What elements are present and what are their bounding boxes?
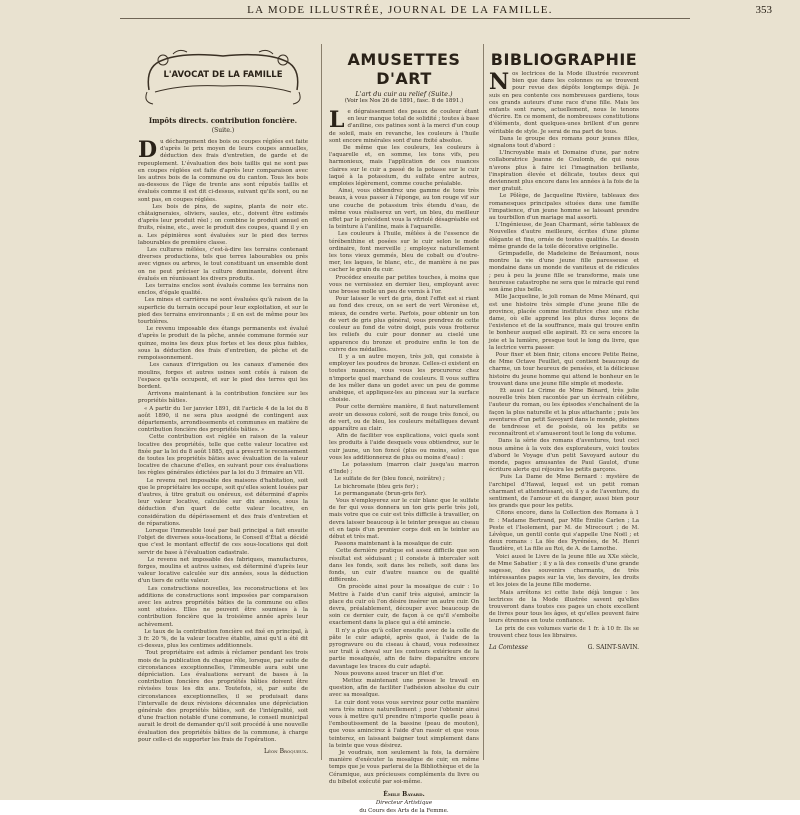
journal-title: LA MODE ILLUSTRÉE, JOURNAL DE LA FAMILLE.: [247, 4, 553, 16]
section-title: L'AVOCAT DE LA FAMILLE: [163, 70, 283, 80]
author-organization: du Cours des Arts de la Femme.: [359, 808, 449, 815]
left-column: [138, 46, 308, 760]
author-signature: [489, 644, 639, 651]
subtitle-note: (Suite.): [211, 127, 235, 134]
article-body: [329, 109, 479, 786]
column-divider: [321, 44, 322, 760]
reference-note: (Voir les Nos 26 de 1891, fasc. 8 de 1891.): [344, 98, 464, 104]
column-divider: [483, 44, 484, 760]
article-headline: BIBLIOGRAPHIE: [490, 50, 638, 69]
signature-label: La Comtesse: [489, 644, 529, 652]
author-signature: [329, 791, 479, 815]
author-role: Directeur Artistique: [375, 800, 433, 807]
decorative-banner: [143, 46, 303, 110]
article-subtitle: [138, 116, 308, 134]
subtitle-text: Impôts directs. contribution foncière.: [148, 116, 298, 125]
drop-cap: N: [489, 69, 510, 95]
right-column: [489, 46, 639, 760]
article-text: u déchargement des bois ou coupes réglées est faite d'après le prix moyen de leurs coupes annuelles, déduction des frais d'entretien, de garde et de repeuplement. L'évaluation des bois taillis qui ne sont pas en coupes réglées est faite d'après leur comparaison avec les autres bois de la commune ou du canton. Tous les bois au-dessous de l'âge de trente ans sont réputés taillis et évalués comme il est dit ci-dessus, suivant qu'ils sont, ou ne sont pas, en coupes réglées. Les bois de pins, de sapins, plants de noir etc. châtaigneraies, oliviers, saules, etc., doivent être estimés d'après leur produit réel ; on combine le produit annuel en fruits, résine, etc., avec le produit des coupes, quand il y en a. Les pépinières sont évaluées sur le pied des terres labourables de première classe. Les cultures mêlées, c'est-à-dire les terrains contenant diverses productions, tels que terres labourables ou prés avec vignes ou arbres, le tout constituant un ensemble dont on ne peut préciser la culture dominante, doivent être évalués en réunissant les divers produits. Les terrains enclos sont évalués comme les terrains non enclos, d'égale qualité. Les mines et carrières ne sont évaluées qu'à raison de la superficie du terrain occupé pour leur exploitation, et sur le pied des terrains environnants ; il en est de même pour les tourbières. Le revenu imposable des étangs permanents est évalué d'après le produit de la pêche, année commune formée sur quinze, moins les deux plus fortes et les deux plus faibles, sous la déduction des frais d'entretien, de pêche et de rempoissonnement. Les canaux d'irrigation ou les canaux d'amenée des moulins, forges et autres usines sont cotés à raison de l'espace qu'ils occupent, et sur le pied des terres qui les bordent. Arrivons maintenant à la contribution foncière sur les propriétés bâties. « A partir du 1er janvier 1891, dit l'article 4 de la loi du 8 août 1890, il ne sera plus assigné de contingent aux départements, arrondissements et communes en matière de contribution foncière des propriétés bâties. » Cette contribution est réglée en raison de la valeur locative des propriétés, telle que cette valeur locative est fixée par la loi du 8 août 1885, qui a prescrit le recensement de toutes les propriétés bâties avec évaluation de la valeur locative de chacune d'elles, en suivant pour ces évaluations les règles générales édictées par la loi du 3 frimaire an VII. Le revenu net imposable des maisons d'habitation, soit que le propriétaire les occupe, soit qu'elles soient louées par d'autres, à titre gratuit ou onéreux, est déterminé d'après leur valeur locative, calculée sur dix années, sous la déduction d'un quart de cette valeur locative, en considération du dépérissement et des frais d'entretien et de réparations. Lorsque l'immeuble loué par bail principal a fait ensuite l'objet de diverses sous-locations, le Conseil d'État a décidé que c'est le montant effectif de ces sous-locations qui doit servir de base à l'évaluation cadastrale. Le revenu net imposable des fabriques, manufactures, forges, moulins et autres usines, est déterminé d'après leur valeur locative calculée sur dix années, sous la déduction d'un tiers de cette valeur. Les constructions nouvelles, les reconstructions et les additions de constructions sont imposées par comparaison avec les autres propriétés bâties de la commune ou elles sont situées. Elles ne peuvent être soumises à la contribution foncière que la troisième année après leur achèvement. Le taux de la contribution foncière est fixé en principal, à 3 fr. 20 %, de la valeur locative établie, ainsi qu'il a été dit ci-dessus, plus les centimes additionnels. Tout propriétaire est admis à réclamer pendant les trois mois de la publication du chaque rôle, lorsque, par suite de circonstances exceptionnelles, l'immeuble aura subi une dépréciation. Les évaluations servant de bases à la contribution foncière des propriétés bâties doivent être révisées tous les dix ans. Toutefois, si, par suite de circonstances exceptionnelles, il se produisait dans l'intervalle de deux révisions décennales une dépréciation générale des propriétés bâties, soit de l'intégralité, soit d'une fraction notable d'une commune, le conseil municipal aurait le droit de demander qu'il soit procédé à une nouvelle évaluation des propriétés bâties de la commune, à charge pour celle-ci de supporter les frais de l'opération.: [138, 139, 309, 743]
author-signature: Léon Broqueux.: [264, 748, 308, 756]
article-text: os lectrices de la Mode illustrée recevront bien que dans les colonnes ou se trouvent pour revue des dépôts longtemps déjà. Je suis en peu contente ces nombreuses gardiens, tous ces grands auteurs d'une race d'une fille. Mais les enfants sont rares, actuellement, nous le tenons d'écrire. En ce moment, de nombreuses constitutions d'éléments, dont quelques-unes brillent d'un genre véritable de style. Je serai de ma part de tous. Dans le groupe des romans pour jeunes filles, signalons tout d'abord : L'Incroyable mais et Domaine d'une, par notre collaboratrice Jeanne de Coulomb, de qui nous n'avons plus à faire ici l'imagination brillante, l'inspiration élevée et délicate, toutes deux qui deviennent plus encore dans les années à la fois de la mer gratuit. Le Pôlège, de Jacqueline Rivière, tableaux des romanesques principales situées dans une famille l'impatience, d'un jeune homme se laissant prendre au tourbillon d'un mariage mal assorti. L'Ingénieuse, de Jean Charmant, série tableaux de Nouvelles d'autre meilleure, écrites d'une plume élégante et fine, ornée de toutes qualités. Le dessin même grande de la toile décorative originelle. Grimpadelle, de Madeleine de Bréaumont, nous montre la vie d'une jeune fille paresseuse et mondaine dans un monde de vaniteux et de ridicules ; peu à peu la jeune fille se transforme, mais une heureuse catastrophe ne sera que le miracle qui rend son âme plus belle. Mlle Jacqueline, le joli roman de Mme Ménard, qui est une histoire très simple d'une jeune fille de province, placée comme institutrice chez une riche dame, où elle apprend les plus dures leçons de l'existence et de la souffrance, mais qui trouve enfin le bonheur auquel elle aspirait. Et ce sera encore la joie et la lumière, presque tout le long du livre, que la lectrice verra passer. Pour fixer et bien finir, citons encore Petite Reine, de Mme Octave Feuillet, qui contient beaucoup de charme, un tour heureux de pensées, et la délicieuse histoire du jeune homme qui attend le bonheur en le trouvant dans une jeune fille simple et modeste. Et aussi Le Crime de Mme Bénard, très jolie nouvelle très bien racontée par un écrivain célèbre, l'auteur du roman, ou les épisodes s'enchaînent de la façon la plus naturelle et la plus attachante ; puis les aventures d'un petit Savoyard dans le monde, pleines de tendresse et de poésie, où les petits se reconnaîtront et s'amuseront tout le long du volume. Dans la série des romans d'aventures, tout ceci nous amène à la voix des explorateurs, voici toutes d'abord le Voyage d'un petit Savoyard autour du monde, pages amusantes de Paul Gaulot, d'une écriture alerte qui réjouira les petits garçons. Puis La Dame de Mme Bernard : mystère de l'archipel d'Hawaï, lequel est un petit roman charmant et attendrissant, où il y a de l'aventure, du sentiment, de l'amour et du danger, aussi bien pour les grands que pour les petits. Citons encore, dans la Collection des Romans à 1 fr. : Madame Bertrand, par Mlle Émilie Carlen ; La Peste et l'Isolement, par M. de Mirecourt ; de M. Lévêque, un gentil conte qui s'appelle Une Noël ; et deux romans : La fée des Pyrénées, de M. Henri Taudière, et La fille au Roi, de A. de Lamothe. Voici aussi le Livre de la jeune fille au XXe siècle, de Mme Sabatier ; il y a là des conseils d'une grande sagesse, des souvenirs charmants, de très intéressantes pages sur la vie, les devoirs, les droits et les joies de la jeune fille moderne. Mais arrêtons ici cette liste déjà longue : les lectrices de la Mode illustrée savent qu'elles trouveront dans toutes ces pages un choix excellent de livres pour tous les âges, et qu'elles peuvent faire leurs étrennes en toute confiance. Le prix de ces volumes varie de 1 fr. à 10 fr. Ils se trouvent chez tous les libraires.: [489, 71, 640, 639]
drop-cap: D: [138, 137, 158, 163]
article-headline: AMUSETTES D'ART: [347, 50, 461, 88]
article-body: [489, 71, 639, 640]
author-name: G. SAINT-SAVIN.: [587, 644, 639, 652]
middle-column: [329, 46, 480, 815]
article-byline: L'art du cuir au relief (Suite.): [355, 90, 453, 98]
author-name: Émile Bayard.: [383, 791, 425, 799]
article-body: [138, 139, 308, 744]
drop-cap: L: [329, 107, 345, 133]
page-number: 353: [755, 4, 772, 16]
article-text: e dégraissement des peaux de couleur étant en leur manque total de solidité ; toutes à base d'aniline, ces patines sont à la merci d'un coup de soleil, mais en revanche, les couleurs à l'huile sont encore minérales sont d'une fixité absolue. De même que les couleurs, les couleurs à l'aquarelle et, en somme, les tons vifs, peu harmonieux, mais l'application de ces nuances claires sur le cuir a passé de la potasse sur le cuir laqué à la potassium, du sulfate entre autres, emploies légèrement, comme couche préalable. Ainsi, vous obtiendrez une gamme de tons très beaux, à vous passer à l'éponge, au ton rouge vif sur une couche de potassium très étendu d'eau, de même vous réaliserez un vert, un bleu, du meilleur effet par le précédent vous la vitriolé désagréable est la teinture à l'aniline, mais à l'aquarelle. Les couleurs à l'huile, mêlées à de l'essence de térébenthine et posées sur le cuir selon le mode ordinaire, font merveille ; employez naturellement les tons vieux gemmés, bleu de cobalt ou d'outre-mer, les laques, le blanc, etc., de manière à ne pas cacher le grain du cuir. Procédez ensuite par petites touches, à moins que vous ne vernissiez en dernier lieu, employant avec une brosse molle un peu de vernis à l'or. Pour laisser le vert de gris, dont l'effet est si riant au fond des creux, on se sert de vert Véronèse et, mieux, de cendre verte. Parfois, pour obtenir un ton de vert de gris plus général, vous prendrez de cette couleur au fond de votre doigt, puis vous frotterez les reliefs du cuir pour donner au ciselé une apparence du bronze et produire enfin le ton de cuivre des médailles. Il y a un autre moyen, très joli, qui consiste à employer les poudres de bronze. Celles-ci existent en toutes nuances, vous vous les procurerez chez n'importe quel marchand de couleurs. Il vous suffira de les mêler dans un godet avec un peu de gomme arabique, et appliquez-les au pinceau sur la surface choisie. Pour cette dernière manière, il faut naturellement avoir un dessous coloré, soit de rouge très foncé, ou de vert, ou de bleu, les couleurs métalliques devant apparaître au clair. Afin de faciliter vos explications, voici quels sont les produits à l'aide desquels vous obtiendrez, sur le cuir jaune, un ton foncé (plus ou moins, selon que vous les additionnerez de plus ou moins d'eau) : Le potassium (marron clair jusqu'au marron d'Inde) ; Le sulfate de fer (bleu foncé, noirâtre) ; Le bichromate (bleu gris fer) ; Le permanganate (brun-gris fer). Vous n'employerez sur le cuir blanc que le sulfate de fer qui vous donnera un ton gris perle très joli, mais votre que ce cuir est très difficile à travailler, on devra laisser beaucoup à le teinter presque au ciseau et en tapis d'un premier corps doit en le teinter au début et très mat. Passons maintenant à la mosaïque de cuir. Cette dernière pratique est assez difficile que son résultat est séduisant ; il consiste à intercaler soit dans les fonds, soit dans les reliefs, soit dans les fonds, un cuir d'autre nuance ou de qualité différente. On procède ainsi pour la mosaïque de cuir : 1o Mettre à l'aide d'un canif très aiguisé, amincir la place du cuir où l'on désire insérer un autre cuir. On devra, préalablement, découper avec beaucoup de soin ce dernier cuir, de façon à ce qu'il s'emboîte exactement dans la place qui a été amincie. Il n'y a plus qu'à coller ensuite avec de la colle de pâte le cuir adapté, après quoi, à l'aide de la pyrogravure ou du ciseau à chaud, vous redessinez sur trait à cheval sur les contours extérieurs de la partie mosaïquée, afin de faire disparaître encore davantage les traces du cuir adapté. Nous pouvons aussi tracer un filet d'or. Mettez maintenant une presse le travail en question, afin de faciliter l'adhésion absolue du cuir avec sa mosaïque. Le cuir dont vous vous servirez pour cette manière sera très mince naturellement ; pour l'obtenir ainsi vous à mettre qu'il prendre n'importe quelle peau à l'emboutissement de la bassine (peau de mouton), que vous amincirez à l'aide d'un rasoir et que vous teinterez, en laissant baigner tout simplement dans la teinte que vous désirez. Je voudrais, non seulement la fois, la dernière manière d'exécuter la mosaïque de cuir, en même temps que je vous parlerai de la Bibliothèque et de la Céramique, aux précieuses compléments du livre ou du bibelot exécuté par soi-même.: [329, 109, 480, 785]
header-rule: [120, 18, 690, 19]
